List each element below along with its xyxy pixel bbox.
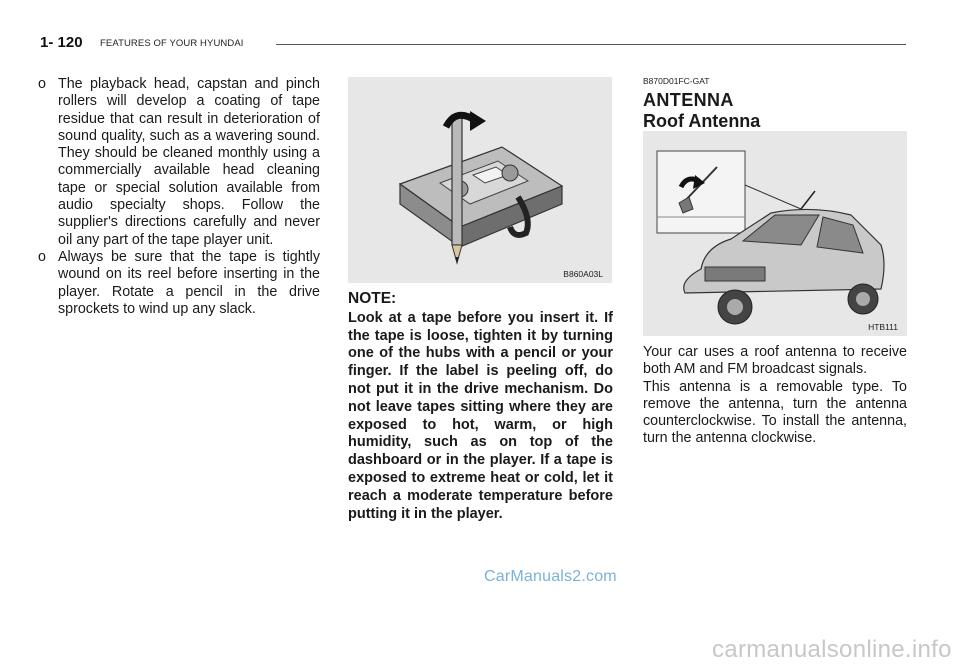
section-subheading: Roof Antenna	[643, 111, 761, 131]
watermark-bottom: carmanualsonline.info	[712, 636, 952, 663]
bullet-mark: o	[38, 248, 46, 265]
paragraph: This antenna is a removable type. To remove the antenna, turn the antenna counterclockwise. To install the antenna, turn the antenna clockwise.	[643, 378, 907, 447]
page-header	[40, 34, 906, 54]
bullet-item	[38, 76, 320, 249]
car-illustration	[643, 131, 907, 336]
figure-code: B860A03L	[563, 269, 603, 279]
page-number: 1- 120	[40, 34, 83, 51]
antenna-section	[643, 76, 907, 131]
bullet-text: Always be sure that the tape is tightly wound on its reel before inserting in the player. Rotate a pencil in the drive sprockets to wind up any slack.	[58, 248, 320, 317]
section-title: FEATURES OF YOUR HYUNDAI	[100, 38, 244, 49]
antenna-body	[643, 344, 907, 448]
tape-care-bullets	[38, 76, 320, 318]
bullet-item	[38, 249, 320, 318]
figure-code: HTB111	[868, 322, 898, 332]
section-heading: ANTENNA	[643, 90, 734, 110]
bullet-text: The playback head, capstan and pinch rollers will develop a coating of tape residue that can result in deterioration of sound quality, such as a wavering sound. They should be cleaned monthly using a commercially available head cleaning tape or special solution available from audio specialty shops. Follow the supplier's directions carefully and never oil any part of the tape player unit.	[58, 76, 320, 248]
note-block	[348, 290, 613, 523]
cassette-illustration	[348, 77, 612, 283]
watermark-center: CarManuals2.com	[484, 568, 617, 585]
note-body: Look at a tape before you insert it. If the tape is loose, tighten it by turning one of the hubs with a pencil or your finger. If the label is peeling off, do not put it in the drive mechanism. Do not leave tapes sitting where they are exposed to hot, warm, or high humidity, such as on top of the dashboard or in the player. If a tape is exposed to extreme heat or cold, let it reach a moderate temperature before putting it in the player.	[348, 309, 613, 522]
roof-antenna-figure	[643, 131, 907, 336]
note-title: NOTE:	[348, 290, 397, 307]
paragraph: Your car uses a roof antenna to receive both AM and FM broadcast signals.	[643, 344, 907, 378]
section-code: B870D01FC-GAT	[643, 76, 710, 86]
header-rule	[276, 44, 906, 45]
cassette-pencil-figure	[348, 77, 612, 283]
bullet-mark: o	[38, 76, 46, 92]
